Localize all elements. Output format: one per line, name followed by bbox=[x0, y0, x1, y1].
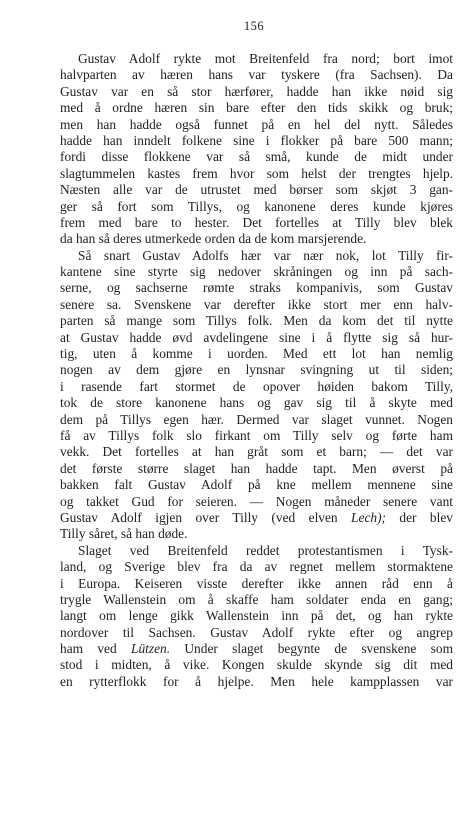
text-line-content: trygle Wallenstein om å skaffe ham soldater enda en gang; bbox=[60, 591, 453, 607]
text-line bbox=[60, 248, 453, 264]
text-line-content: Slaget ved Breitenfeld reddet protestantismen i Tysk- bbox=[78, 542, 453, 558]
text-line-content: og takket Gud for seieren. — Nogen måneder senere vant bbox=[60, 493, 453, 509]
body-text bbox=[60, 51, 453, 690]
text-line bbox=[60, 199, 453, 215]
text-line bbox=[60, 444, 453, 460]
text-line bbox=[60, 379, 453, 395]
text-line bbox=[60, 264, 453, 280]
text-line bbox=[60, 182, 453, 198]
text-line-content: Gustav Adolf igjen over Tilly (ved elven bbox=[60, 509, 352, 525]
text-line bbox=[60, 608, 453, 624]
text-line bbox=[60, 346, 453, 362]
text-line-content: at Gustav hadde øvd avdelingene sine i å flytte sig så hur- bbox=[60, 329, 453, 345]
text-line bbox=[60, 231, 453, 247]
text-line bbox=[60, 461, 453, 477]
text-line bbox=[60, 280, 453, 296]
text-line bbox=[60, 395, 453, 411]
text-line bbox=[60, 297, 453, 313]
text-line bbox=[60, 494, 453, 510]
text-line-content: Gustav var en så stor hærfører, hadde han ikke nøid sig bbox=[60, 83, 453, 99]
text-line-content: bakken falt Gustav Adolf på kne mellem mennene sine bbox=[60, 477, 453, 493]
text-line-content: Gustav Adolf rykte mot Breitenfeld fra nord; bort imot bbox=[78, 51, 453, 66]
text-line-content: langt om lenge gikk Wallenstein inn på det, og han rykte bbox=[60, 608, 453, 624]
text-line bbox=[60, 576, 453, 592]
text-line bbox=[60, 559, 453, 575]
text-line-content: Næsten alle var de utrustet med børser som skjøt 3 gan- bbox=[60, 182, 453, 198]
text-line bbox=[60, 510, 453, 526]
text-line-content: tok de store kanonene hans og gav sig til å skyte med bbox=[60, 395, 453, 411]
text-line-content: det første større slaget han hadde tapt. Men øverst på bbox=[60, 460, 453, 476]
text-line bbox=[60, 100, 453, 116]
text-line bbox=[60, 526, 453, 542]
text-line-content: nogen av dem gjøre en lynsnar svingning ut til siden; bbox=[60, 362, 453, 378]
text-line-content: Tilly såret, så han døde. bbox=[60, 526, 188, 542]
text-line-content: ger så fort som Tillys, og kanonene deres kunde kjøres bbox=[60, 198, 453, 214]
text-line bbox=[60, 362, 453, 378]
text-line bbox=[60, 641, 453, 657]
text-line bbox=[60, 67, 453, 83]
text-line bbox=[60, 477, 453, 493]
text-line bbox=[60, 117, 453, 133]
text-line bbox=[60, 166, 453, 182]
text-line-content: slagtummelen kastes frem hvor som helst der trengtes hjelp. bbox=[60, 165, 453, 181]
text-line bbox=[60, 428, 453, 444]
italic-place-name: Lützen. bbox=[131, 641, 171, 657]
text-line-content: fordi disse flokkene var så små, kunde de midt under bbox=[60, 149, 453, 165]
text-line-content: nordover til Sachsen. Gustav Adolf rykte efter og angrep bbox=[60, 624, 453, 640]
text-line bbox=[60, 674, 453, 690]
text-line-content: med å ordne hæren sin bare efter den tids skikk og bruk; bbox=[60, 100, 453, 116]
text-line-content: men han hadde også funnet på en hel del nytt. Således bbox=[60, 116, 453, 132]
text-line-content: en rytterflokk for å hjelpe. Men hele kampplassen var bbox=[60, 673, 453, 689]
text-line-content: ham ved bbox=[60, 641, 132, 657]
text-line-content: få av Tillys folk slo firkant om Tilly selv og førte ham bbox=[60, 427, 453, 443]
text-line bbox=[60, 313, 453, 329]
text-line bbox=[60, 51, 453, 67]
text-line-content: stod i midten, å vike. Kongen skulde skynde sig dit med bbox=[60, 657, 453, 673]
text-line-tail: der blev bbox=[386, 509, 453, 525]
text-line bbox=[60, 133, 453, 149]
page-number: 156 bbox=[243, 19, 265, 33]
text-line bbox=[60, 592, 453, 608]
text-line-content: i Europa. Keiseren visste derefter ikke annen råd enn å bbox=[60, 575, 453, 591]
text-line bbox=[60, 330, 453, 346]
text-line-content: serne, og sachserne rømte straks kompanivis, som Gustav bbox=[60, 280, 453, 296]
text-line bbox=[60, 625, 453, 641]
text-line bbox=[60, 215, 453, 231]
text-line bbox=[60, 657, 453, 673]
text-line-content: hadde han inndelt folkene sine i flokker på bare 500 mann; bbox=[60, 132, 453, 148]
text-line-content: parten så mange som Tillys folk. Men da kom det til nytte bbox=[60, 313, 453, 329]
text-line bbox=[60, 412, 453, 428]
text-line-content: vekk. Det fortelles at han gråt som et barn; — det var bbox=[60, 444, 453, 460]
text-line-content: frem med bare to hester. Det fortelles at Tilly blev blek bbox=[60, 214, 453, 230]
text-line bbox=[60, 543, 453, 559]
italic-place-name: Lech); bbox=[351, 509, 386, 525]
text-line-content: land, og Sverige blev fra da av regnet mellem stormaktene bbox=[60, 559, 453, 575]
text-line-content: halvparten av hæren hans var tyskere (fra Sachsen). Da bbox=[60, 67, 453, 83]
text-line-content: kantene sine styrte sig nedover skråningen og inn på sach- bbox=[60, 264, 453, 280]
text-line-content: Så snart Gustav Adolfs hær var nær nok, lot Tilly fir- bbox=[78, 247, 453, 263]
text-line bbox=[60, 149, 453, 165]
text-line-content: dem på Tillys egen hær. Dermed var slaget vunnet. Nogen bbox=[60, 411, 453, 427]
text-line-tail: Under slaget begynte de svenskene som bbox=[170, 641, 453, 657]
text-line-content: senere sa. Svenskene var derefter ikke stort mer enn halv- bbox=[60, 296, 453, 312]
text-line-content: tig, uten å komme i uorden. Med ett lot han nemlig bbox=[60, 346, 453, 362]
text-line-content: da han så deres utmerkede orden da de kom marsjerende. bbox=[60, 231, 367, 247]
text-line-content: i rasende fart stormet de opover høiden bakom Tilly, bbox=[60, 378, 453, 394]
text-line bbox=[60, 84, 453, 100]
